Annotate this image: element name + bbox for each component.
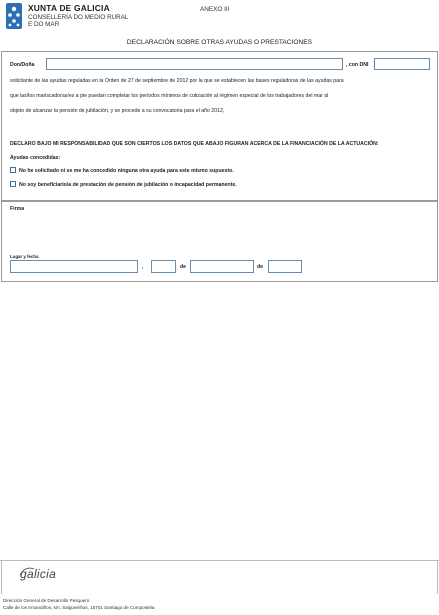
aids-label: Ayudas concedidas: bbox=[10, 155, 61, 161]
footer-frame bbox=[1, 561, 438, 594]
document-title: DECLARACIÓN SOBRE OTRAS AYUDAS O PRESTACIONES bbox=[126, 39, 313, 46]
declaration-statement: DECLARO BAJO MI RESPONSABILIDAD QUE SON CIERTOS LOS DATOS QUE ABAJO FIGURAN ACERCA DE LA FINANCIACIÓN DE LA ACTUACIÓN: bbox=[10, 141, 379, 147]
place-date-label: Lugar y fecha bbox=[10, 254, 39, 259]
department-line-1: CONSELLERÍA DO MEDIO RURAL bbox=[28, 14, 129, 21]
comma-separator: , bbox=[142, 264, 144, 270]
place-field[interactable] bbox=[10, 260, 138, 273]
signature-title: Firma bbox=[10, 206, 25, 212]
xunta-shield-logo-icon bbox=[5, 2, 23, 30]
body-text-line-1: solicitante de las ayudas reguladas en la Orden de 27 de septiembre de 2012 por la que se establecen las bases reguladoras de las ayudas para bbox=[10, 78, 344, 84]
year-field[interactable] bbox=[268, 260, 302, 273]
de-label-2: de bbox=[257, 264, 264, 270]
org-name: XUNTA DE GALICIA bbox=[28, 3, 110, 13]
galicia-brand-logo: galicia bbox=[20, 567, 57, 581]
month-field[interactable] bbox=[190, 260, 254, 273]
de-label-1: de bbox=[180, 264, 187, 270]
no-other-aid-label: No he solicitado ni se me ha concedido ninguna otra ayuda para este mismo supuesto. bbox=[19, 168, 234, 174]
annex-label: ANEXO III bbox=[200, 6, 230, 13]
don-label: Don/Doña bbox=[10, 62, 35, 68]
body-text-line-2: que las/los mariscadoras/es a pie puedan completar los períodos mínimos de cotización al régimen especial de los trabajadores del mar al bbox=[10, 93, 329, 99]
no-other-aid-checkbox[interactable] bbox=[10, 167, 16, 173]
no-pension-label: No soy beneficiario/a de prestación de pensión de jubilación o incapacidad permanente. bbox=[19, 182, 237, 188]
no-pension-checkbox[interactable] bbox=[10, 181, 16, 187]
day-field[interactable] bbox=[151, 260, 176, 273]
declaration-panel bbox=[1, 51, 438, 202]
footer-line-2: Calle de los Irmandiños, s/n, Salgueiriños, 15701 Santiago de Compostela bbox=[3, 605, 155, 610]
dni-label: , con DNI bbox=[346, 62, 369, 68]
footer-line-1: Dirección General de Desarrollo Pesquero bbox=[3, 598, 90, 603]
department-name bbox=[28, 14, 128, 29]
department-line-2: E DO MAR bbox=[28, 21, 60, 29]
dni-field[interactable] bbox=[374, 58, 430, 70]
name-field[interactable] bbox=[46, 58, 343, 70]
body-text-line-3: objeto de alcanzar la pensión de jubilación, y se procede a su convocatoria para el año 2012, bbox=[10, 108, 225, 114]
